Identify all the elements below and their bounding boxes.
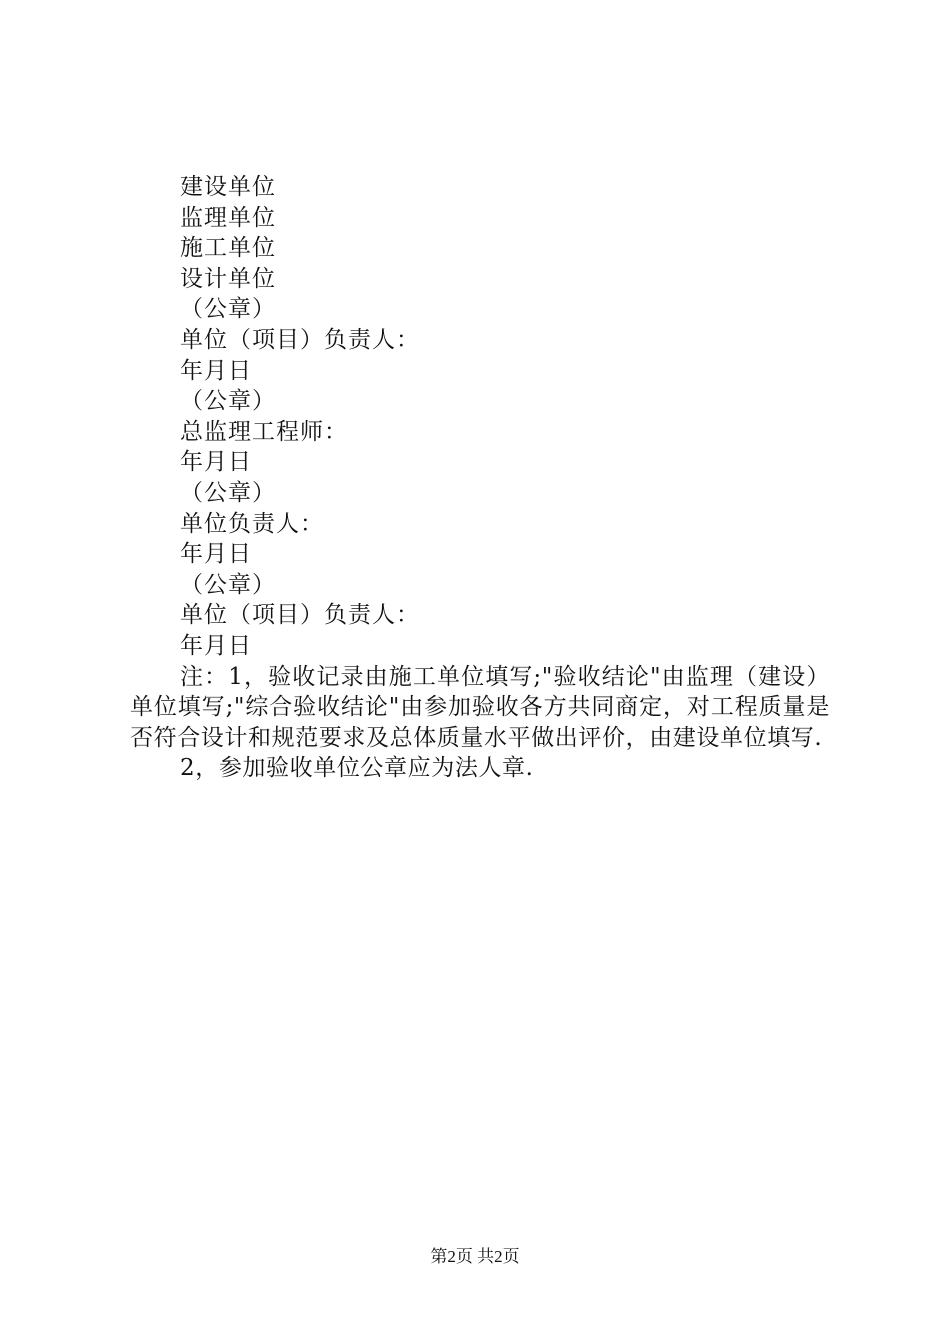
text-line: 总监理工程师： (180, 418, 348, 445)
text-line: 年月日 (180, 541, 252, 568)
text-line: （公章） (180, 296, 276, 323)
text-line: （公章） (180, 388, 276, 415)
text-line: 年月日 (180, 449, 252, 476)
text-line: （公章） (180, 479, 276, 506)
text-line: 建设单位 (180, 174, 276, 200)
note-paragraph-1: 注：1，验收记录由施工单位填写;"验收结论"由监理（建设）单位填写;"综合验收结论"由参加验收各方共同商定，对工程质量是否符合设计和规范要求及总体质量水平做出评价，由建设单位填写. (130, 663, 830, 751)
document-body (130, 172, 830, 784)
text-line: 设计单位 (180, 265, 276, 292)
text-line: 年月日 (180, 632, 252, 659)
note-paragraph-2: 2，参加验收单位公章应为法人章. (180, 755, 534, 782)
text-line: 年月日 (180, 357, 252, 384)
text-line: 单位（项目）负责人： (180, 326, 420, 353)
page-footer: 第2页 共2页 (430, 1247, 520, 1266)
text-line: 单位负责人： (180, 510, 324, 537)
text-line: 施工单位 (180, 235, 276, 262)
text-line: （公章） (180, 571, 276, 598)
text-line: 监理单位 (180, 204, 276, 231)
text-line: 单位（项目）负责人： (180, 602, 420, 629)
